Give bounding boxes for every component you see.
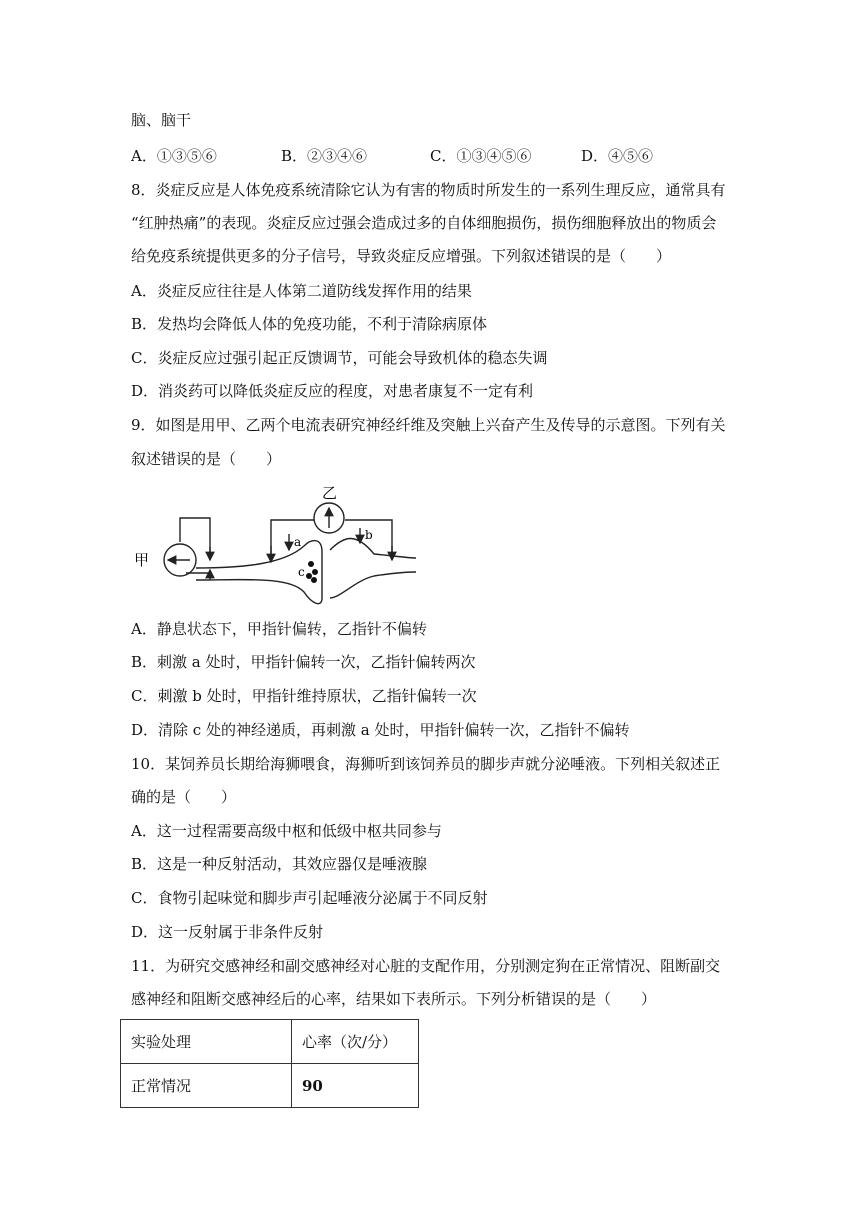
table-header-row	[121, 1020, 419, 1064]
table-cell: 正常情况	[121, 1064, 292, 1108]
q10-option-c[interactable]: C．食物引起味觉和脚步声引起唾液分泌属于不同反射	[131, 889, 488, 907]
label-a: a	[294, 535, 302, 549]
q8-option-b[interactable]: B．发热均会降低人体的免疫功能，不利于清除病原体	[131, 315, 488, 333]
label-b: b	[365, 528, 373, 542]
q10-stem-line-1: 10．某饲养员长期给海狮喂食，海狮听到该饲养员的脚步声就分泌唾液。下列相关叙述正	[131, 755, 721, 773]
q7-option-b[interactable]: B．②③④⑥	[281, 147, 368, 165]
table-row	[121, 1064, 419, 1108]
q7-option-a[interactable]: A．①③⑤⑥	[131, 147, 217, 165]
q8-option-a[interactable]: A．炎症反应往往是人体第二道防线发挥作用的结果	[131, 282, 472, 300]
heart-rate-table	[120, 1019, 419, 1108]
q8-stem-line-1: 8．炎症反应是人体免疫系统清除它认为有害的物质时所发生的一系列生理反应，通常具有	[131, 181, 726, 199]
label-c: c	[298, 565, 305, 579]
table-header-cell: 心率（次/分）	[292, 1020, 419, 1064]
nerve-synapse-diagram	[134, 480, 424, 608]
q9-option-c[interactable]: C．刺激 b 处时，甲指针维持原状，乙指针偏转一次	[131, 687, 477, 705]
q11-stem-line-2: 感神经和阻断交感神经后的心率，结果如下表所示。下列分析错误的是（ ）	[131, 990, 657, 1008]
q10-stem-line-2: 确的是（ ）	[131, 788, 237, 806]
label-jia: 甲	[134, 551, 150, 569]
q8-stem-line-2: “红肿热痛”的表现。炎症反应过强会造成过多的自体细胞损伤，损伤细胞释放出的物质会	[131, 214, 717, 232]
q10-option-b[interactable]: B．这是一种反射活动，其效应器仅是唾液腺	[131, 855, 428, 873]
q7-option-c[interactable]: C．①③④⑤⑥	[430, 147, 532, 165]
table-cell: 90	[292, 1064, 419, 1108]
q8-option-d[interactable]: D．消炎药可以降低炎症反应的程度，对患者康复不一定有利	[131, 382, 534, 400]
q7-option-d[interactable]: D．④⑤⑥	[581, 147, 654, 165]
q7-options	[131, 146, 653, 166]
q9-stem-line-2: 叙述错误的是（ ）	[131, 450, 282, 468]
q9-option-d[interactable]: D．清除 c 处的神经递质，再刺激 a 处时，甲指针偏转一次，乙指针不偏转	[131, 721, 630, 739]
synaptic-vesicles	[306, 561, 318, 583]
q9-stem-line-1: 9．如图是用甲、乙两个电流表研究神经纤维及突触上兴奋产生及传导的示意图。下列有关	[131, 416, 726, 434]
q11-stem-line-1: 11．为研究交感神经和副交感神经对心脏的支配作用，分别测定狗在正常情况、阻断副交	[131, 957, 721, 975]
q10-option-d[interactable]: D．这一反射属于非条件反射	[131, 923, 324, 941]
postsynaptic-membrane-lower	[330, 572, 416, 598]
q10-option-a[interactable]: A．这一过程需要高级中枢和低级中枢共同参与	[131, 822, 442, 840]
q9-option-a[interactable]: A．静息状态下，甲指针偏转，乙指针不偏转	[131, 620, 427, 638]
label-yi: 乙	[322, 484, 338, 502]
q9-option-b[interactable]: B．刺激 a 处时，甲指针偏转一次，乙指针偏转两次	[131, 653, 476, 671]
table-header-cell: 实验处理	[121, 1020, 292, 1064]
postsynaptic-membrane-upper	[330, 539, 416, 559]
q8-option-c[interactable]: C．炎症反应过强引起正反馈调节，可能会导致机体的稳态失调	[131, 349, 548, 367]
q8-stem-line-3: 给免疫系统提供更多的分子信号，导致炎症反应增强。下列叙述错误的是（ ）	[131, 247, 672, 265]
text-line-brain: 脑、脑干	[131, 111, 192, 129]
